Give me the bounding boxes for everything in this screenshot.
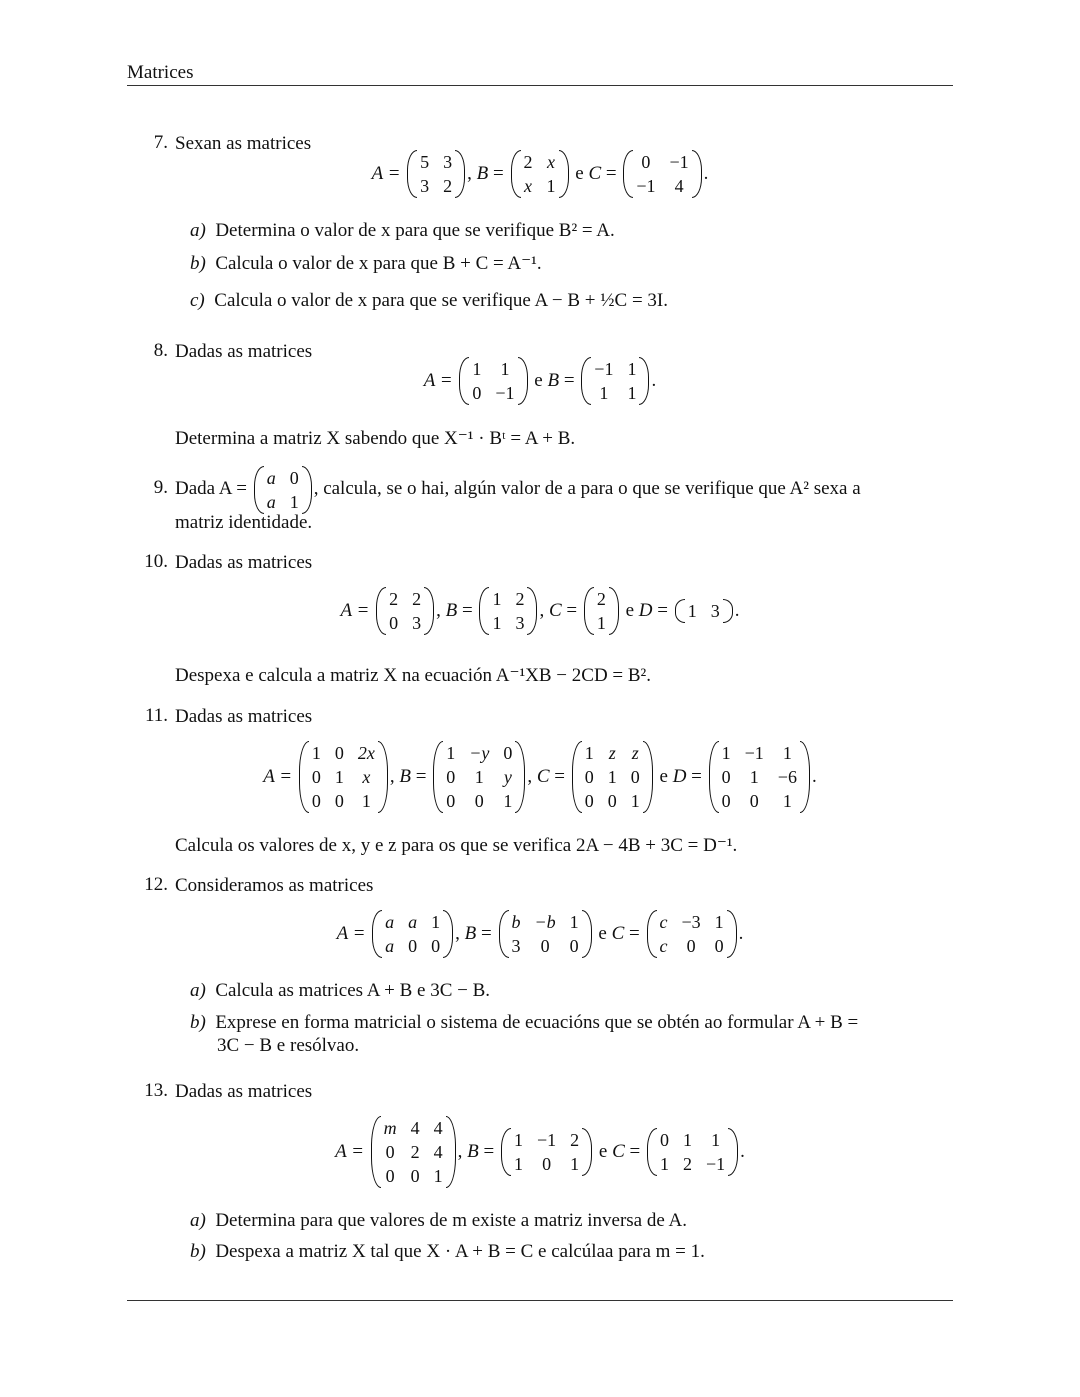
matrix-12-C-cell: 0 (714, 936, 724, 956)
problem-9-text-after: , calcula, se o hai, algún valor de a para o que se verifique que A² sexa a (313, 478, 861, 499)
matrix-11-D-cell: −6 (777, 767, 797, 787)
matrix-12-C-cell: 0 (686, 936, 696, 956)
matrix-9-A-cell: 0 (289, 467, 299, 488)
matrix-13-A-cell: 0 (385, 1142, 395, 1162)
problem-11-equation: A = 1 0 2x 0 1 x 0 0 1 , B = 1 −y 0 0 1 y 0 0 1 , C = 1 z z 0 1 0 0 0 1 e D = 1 −1 1 0 1 −6 0 0 1 . (263, 743, 817, 811)
matrix-11-C-cell: 0 (630, 767, 640, 787)
matrix-12-B (499, 910, 592, 958)
matrix-11-B-cell: −y (469, 743, 490, 763)
matrix-12-C-cell: −3 (681, 912, 701, 932)
matrix-13-A-cell: 2 (410, 1142, 420, 1162)
matrix-11-A-cell: 0 (334, 791, 344, 811)
matrix-11-A-cell: 1 (361, 791, 371, 811)
matrix-12-C-cell: c (659, 936, 668, 956)
matrix-10-A (376, 587, 434, 635)
matrix-12-A-cell: a (385, 936, 395, 956)
matrix-11-B-cell: 0 (474, 791, 484, 811)
problem-8-equation: A = 1 1 0 −1 e B = −1 1 1 1 . (423, 359, 657, 403)
matrix-9-A-cell: a (266, 491, 276, 512)
matrix-7-A-cell: 3 (420, 176, 430, 196)
problem-12a (190, 980, 490, 1002)
matrix-13-A-cell: 0 (385, 1166, 395, 1186)
matrix-10-D-cell: 1 (687, 601, 697, 621)
matrix-11-C-cell: z (608, 743, 616, 763)
matrix-11-A-cell: 0 (334, 743, 344, 763)
matrix-11-A-cell: x (362, 767, 371, 787)
matrix-7-C-cell: −1 (669, 152, 689, 172)
matrix-13-A-cell: 1 (433, 1166, 443, 1186)
matrix-8-B-cell: 1 (599, 383, 609, 403)
problem-7a-label: a) (190, 220, 206, 241)
problem-7b-label: b) (190, 253, 206, 274)
matrix-11-A-cell: 1 (311, 743, 321, 763)
matrix-13-C-cell: 1 (711, 1130, 721, 1150)
problem-12-equation: A = a a 1 a 0 0 , B = b −b 1 3 0 0 e C = c −3 1 c 0 0 . (336, 912, 744, 956)
matrix-7-B-cell: 1 (546, 176, 556, 196)
matrix-11-C-cell: 1 (630, 791, 640, 811)
matrix-9-A-cell: 1 (289, 491, 299, 512)
matrix-8-B-cell: −1 (594, 359, 614, 379)
matrix-11-C-cell: 0 (584, 791, 594, 811)
matrix-13-A (371, 1116, 456, 1188)
matrix-11-C-cell: 1 (607, 767, 617, 787)
matrix-11-C-cell: 0 (584, 767, 594, 787)
matrix-13-C-cell: 0 (660, 1130, 669, 1150)
matrix-12-A-cell: 0 (431, 936, 441, 956)
matrix-8-A-cell: −1 (495, 383, 515, 403)
matrix-10-A-cell: 2 (389, 589, 399, 609)
matrix-11-A (299, 741, 388, 813)
problem-8-intro: Dadas as matrices (175, 341, 313, 362)
problem-7-number: 7. (153, 132, 168, 153)
matrix-10-C-cell: 2 (596, 589, 606, 609)
problem-8-text: Determina a matriz X sabendo que X⁻¹ · Bᵗ = A + B. (175, 428, 576, 449)
matrix-11-D-cell: 0 (749, 791, 759, 811)
matrix-13-B-cell: 1 (570, 1154, 580, 1174)
matrix-13-C-cell: 2 (683, 1154, 692, 1174)
matrix-7-A (407, 150, 465, 198)
matrix-10-B-cell: 1 (492, 589, 502, 609)
matrix-7-B-cell: x (524, 176, 532, 196)
matrix-13-A-cell: 0 (410, 1166, 420, 1186)
matrix-13-C-cell: 1 (683, 1130, 692, 1150)
matrix-11-B-cell: 1 (446, 743, 456, 763)
matrix-11-B-cell: 1 (503, 791, 513, 811)
matrix-8-B (581, 357, 649, 405)
matrix-11-A-cell: 1 (334, 767, 344, 787)
problem-12b-label: b) (190, 1012, 206, 1033)
page-header-title: Matrices (127, 62, 194, 83)
problem-7-equation: A = 5 3 3 2 , B = 2 x x 1 e C = 0 −1 −1 4 . (371, 152, 709, 196)
matrix-13-B-cell: −1 (537, 1130, 557, 1150)
matrix-12-B-cell: 0 (569, 936, 579, 956)
problem-13-equation: A = m 4 4 0 2 4 0 0 1 , B = 1 −1 2 1 0 1 e C = 0 1 1 1 2 −1 . (335, 1118, 745, 1186)
matrix-11-D-cell: 1 (782, 743, 792, 763)
matrix-11-D-cell: 0 (721, 791, 731, 811)
matrix-10-A-cell: 2 (412, 589, 422, 609)
matrix-11-D (709, 741, 810, 813)
matrix-12-C-cell: 1 (714, 912, 724, 932)
matrix-7-C (623, 150, 701, 198)
matrix-8-B-cell: 1 (627, 359, 637, 379)
problem-7b-text: Calcula o valor de x para que B + C = A⁻¹. (215, 253, 542, 274)
matrix-7-C-cell: 4 (674, 176, 684, 196)
matrix-12-A-cell: a (385, 912, 395, 932)
problem-12b (190, 1012, 858, 1034)
matrix-7-B (511, 150, 569, 198)
problem-7b (190, 252, 542, 275)
matrix-11-A-cell: 0 (311, 791, 321, 811)
problem-13a (190, 1210, 687, 1232)
matrix-7-C-cell: 0 (641, 152, 651, 172)
problem-11-number: 11. (144, 705, 168, 726)
matrix-8-B-cell: 1 (627, 383, 637, 403)
problem-12b-text: Exprese en forma matricial o sistema de ecuacións que se obtén ao formular A + B = (215, 1012, 859, 1033)
matrix-13-B-cell: 1 (514, 1130, 523, 1150)
matrix-11-A-cell: 0 (311, 767, 321, 787)
matrix-10-A-cell: 3 (412, 613, 422, 633)
problem-12-number: 12. (144, 874, 168, 895)
matrix-10-B-cell: 3 (515, 613, 525, 633)
problem-7c-label: c) (190, 290, 205, 311)
matrix-7-A-cell: 5 (420, 152, 430, 172)
matrix-12-C (647, 910, 737, 958)
matrix-12-B-cell: 0 (540, 936, 550, 956)
matrix-11-B-cell: y (503, 767, 512, 787)
problem-7-intro: Sexan as matrices (175, 133, 312, 154)
problem-7a (190, 220, 615, 242)
matrix-7-B-cell: x (547, 152, 555, 172)
problem-10-number: 10. (144, 551, 168, 572)
matrix-11-D-cell: 1 (721, 743, 731, 763)
matrix-9-A-cell: a (266, 467, 276, 488)
matrix-11-C-cell: 1 (584, 743, 594, 763)
problem-9-line2: matriz identidade. (175, 512, 313, 533)
matrix-11-B (433, 741, 525, 813)
problem-13-number: 13. (144, 1080, 168, 1101)
matrix-11-D-cell: 0 (721, 767, 731, 787)
problem-13b-text: Despexa a matriz X tal que X · A + B = C e calcúlaa para m = 1. (215, 1241, 705, 1262)
problem-7a-text: Determina o valor de x para que se verifique B² = A. (215, 220, 615, 241)
matrix-10-B-cell: 2 (515, 589, 525, 609)
matrix-11-D-cell: 1 (782, 791, 792, 811)
problem-10-intro: Dadas as matrices (175, 552, 313, 573)
matrix-11-C (572, 741, 653, 813)
problem-10-text: Despexa e calcula a matriz X na ecuación A⁻¹XB − 2CD = B². (175, 665, 652, 686)
matrix-13-A-cell: m (383, 1118, 397, 1138)
problem-8-number: 8. (153, 340, 168, 361)
matrix-10-D (675, 599, 733, 623)
matrix-10-B (479, 587, 537, 635)
problem-13b (190, 1241, 705, 1263)
matrix-12-A-cell: 0 (408, 936, 418, 956)
problem-7c (190, 290, 668, 312)
header-rule (127, 85, 953, 86)
matrix-13-C-cell: −1 (706, 1154, 726, 1174)
problem-9-number: 9. (153, 477, 168, 498)
matrix-7-C-cell: −1 (636, 176, 656, 196)
problem-9-line1 (175, 465, 861, 514)
matrix-13-B-cell: 0 (542, 1154, 552, 1174)
matrix-13-A-cell: 4 (433, 1142, 443, 1162)
problem-13a-label: a) (190, 1210, 206, 1231)
matrix-12-B-cell: b (511, 912, 521, 932)
matrix-8-A (459, 357, 527, 405)
matrix-11-B-cell: 0 (503, 743, 513, 763)
problem-11-text: Calcula os valores de x, y e z para os que se verifica 2A − 4B + 3C = D⁻¹. (175, 835, 738, 856)
matrix-7-B-cell: 2 (523, 152, 533, 172)
matrix-10-C (584, 587, 619, 635)
matrix-12-B-cell: −b (534, 912, 556, 932)
matrix-13-C (647, 1128, 738, 1176)
matrix-13-B-cell: 2 (570, 1130, 580, 1150)
matrix-10-B-cell: 1 (492, 613, 502, 633)
matrix-12-B-cell: 3 (511, 936, 521, 956)
matrix-12-C-cell: c (659, 912, 668, 932)
matrix-10-C-cell: 1 (596, 613, 606, 633)
problem-13-intro: Dadas as matrices (175, 1081, 313, 1102)
matrix-8-A-cell: 1 (500, 359, 510, 379)
problem-12a-label: a) (190, 980, 206, 1001)
problem-13b-label: b) (190, 1241, 206, 1262)
matrix-11-A-cell: 2x (357, 743, 375, 763)
matrix-13-A-cell: 4 (433, 1118, 443, 1138)
matrix-7-A-cell: 3 (443, 152, 453, 172)
matrix-11-C-cell: 0 (607, 791, 617, 811)
matrix-11-B-cell: 0 (446, 791, 456, 811)
matrix-13-B (501, 1128, 592, 1176)
matrix-13-C-cell: 1 (660, 1154, 669, 1174)
matrix-12-A (372, 910, 453, 958)
matrix-10-D-cell: 3 (710, 601, 720, 621)
matrix-8-A-cell: 0 (472, 383, 482, 403)
problem-11-intro: Dadas as matrices (175, 706, 313, 727)
footer-rule (127, 1300, 953, 1301)
problem-9-text-before: Dada A = (175, 478, 247, 499)
matrix-11-D-cell: −1 (744, 743, 764, 763)
matrix-12-A-cell: 1 (431, 912, 441, 932)
problem-12b-line2: 3C − B e resólvao. (217, 1035, 360, 1056)
problem-12a-text: Calcula as matrices A + B e 3C − B. (215, 980, 491, 1001)
matrix-7-A-cell: 2 (443, 176, 453, 196)
matrix-12-A-cell: a (408, 912, 418, 932)
matrix-13-B-cell: 1 (514, 1154, 523, 1174)
matrix-8-A-cell: 1 (472, 359, 482, 379)
matrix-13-A-cell: 4 (410, 1118, 420, 1138)
matrix-9-A (254, 466, 312, 514)
matrix-11-B-cell: 1 (474, 767, 484, 787)
matrix-12-B-cell: 1 (569, 912, 579, 932)
problem-13a-text: Determina para que valores de m existe a matriz inversa de A. (215, 1210, 687, 1231)
problem-12-intro: Consideramos as matrices (175, 875, 374, 896)
matrix-11-C-cell: z (631, 743, 639, 763)
matrix-10-A-cell: 0 (389, 613, 399, 633)
problem-10-equation: A = 2 2 0 3 , B = 1 2 1 3 , C = 2 1 e D = 1 3 . (340, 589, 740, 633)
problem-7c-text: Calcula o valor de x para que se verifique A − B + ½C = 3I. (214, 290, 668, 311)
matrix-11-D-cell: 1 (749, 767, 759, 787)
matrix-11-B-cell: 0 (446, 767, 456, 787)
